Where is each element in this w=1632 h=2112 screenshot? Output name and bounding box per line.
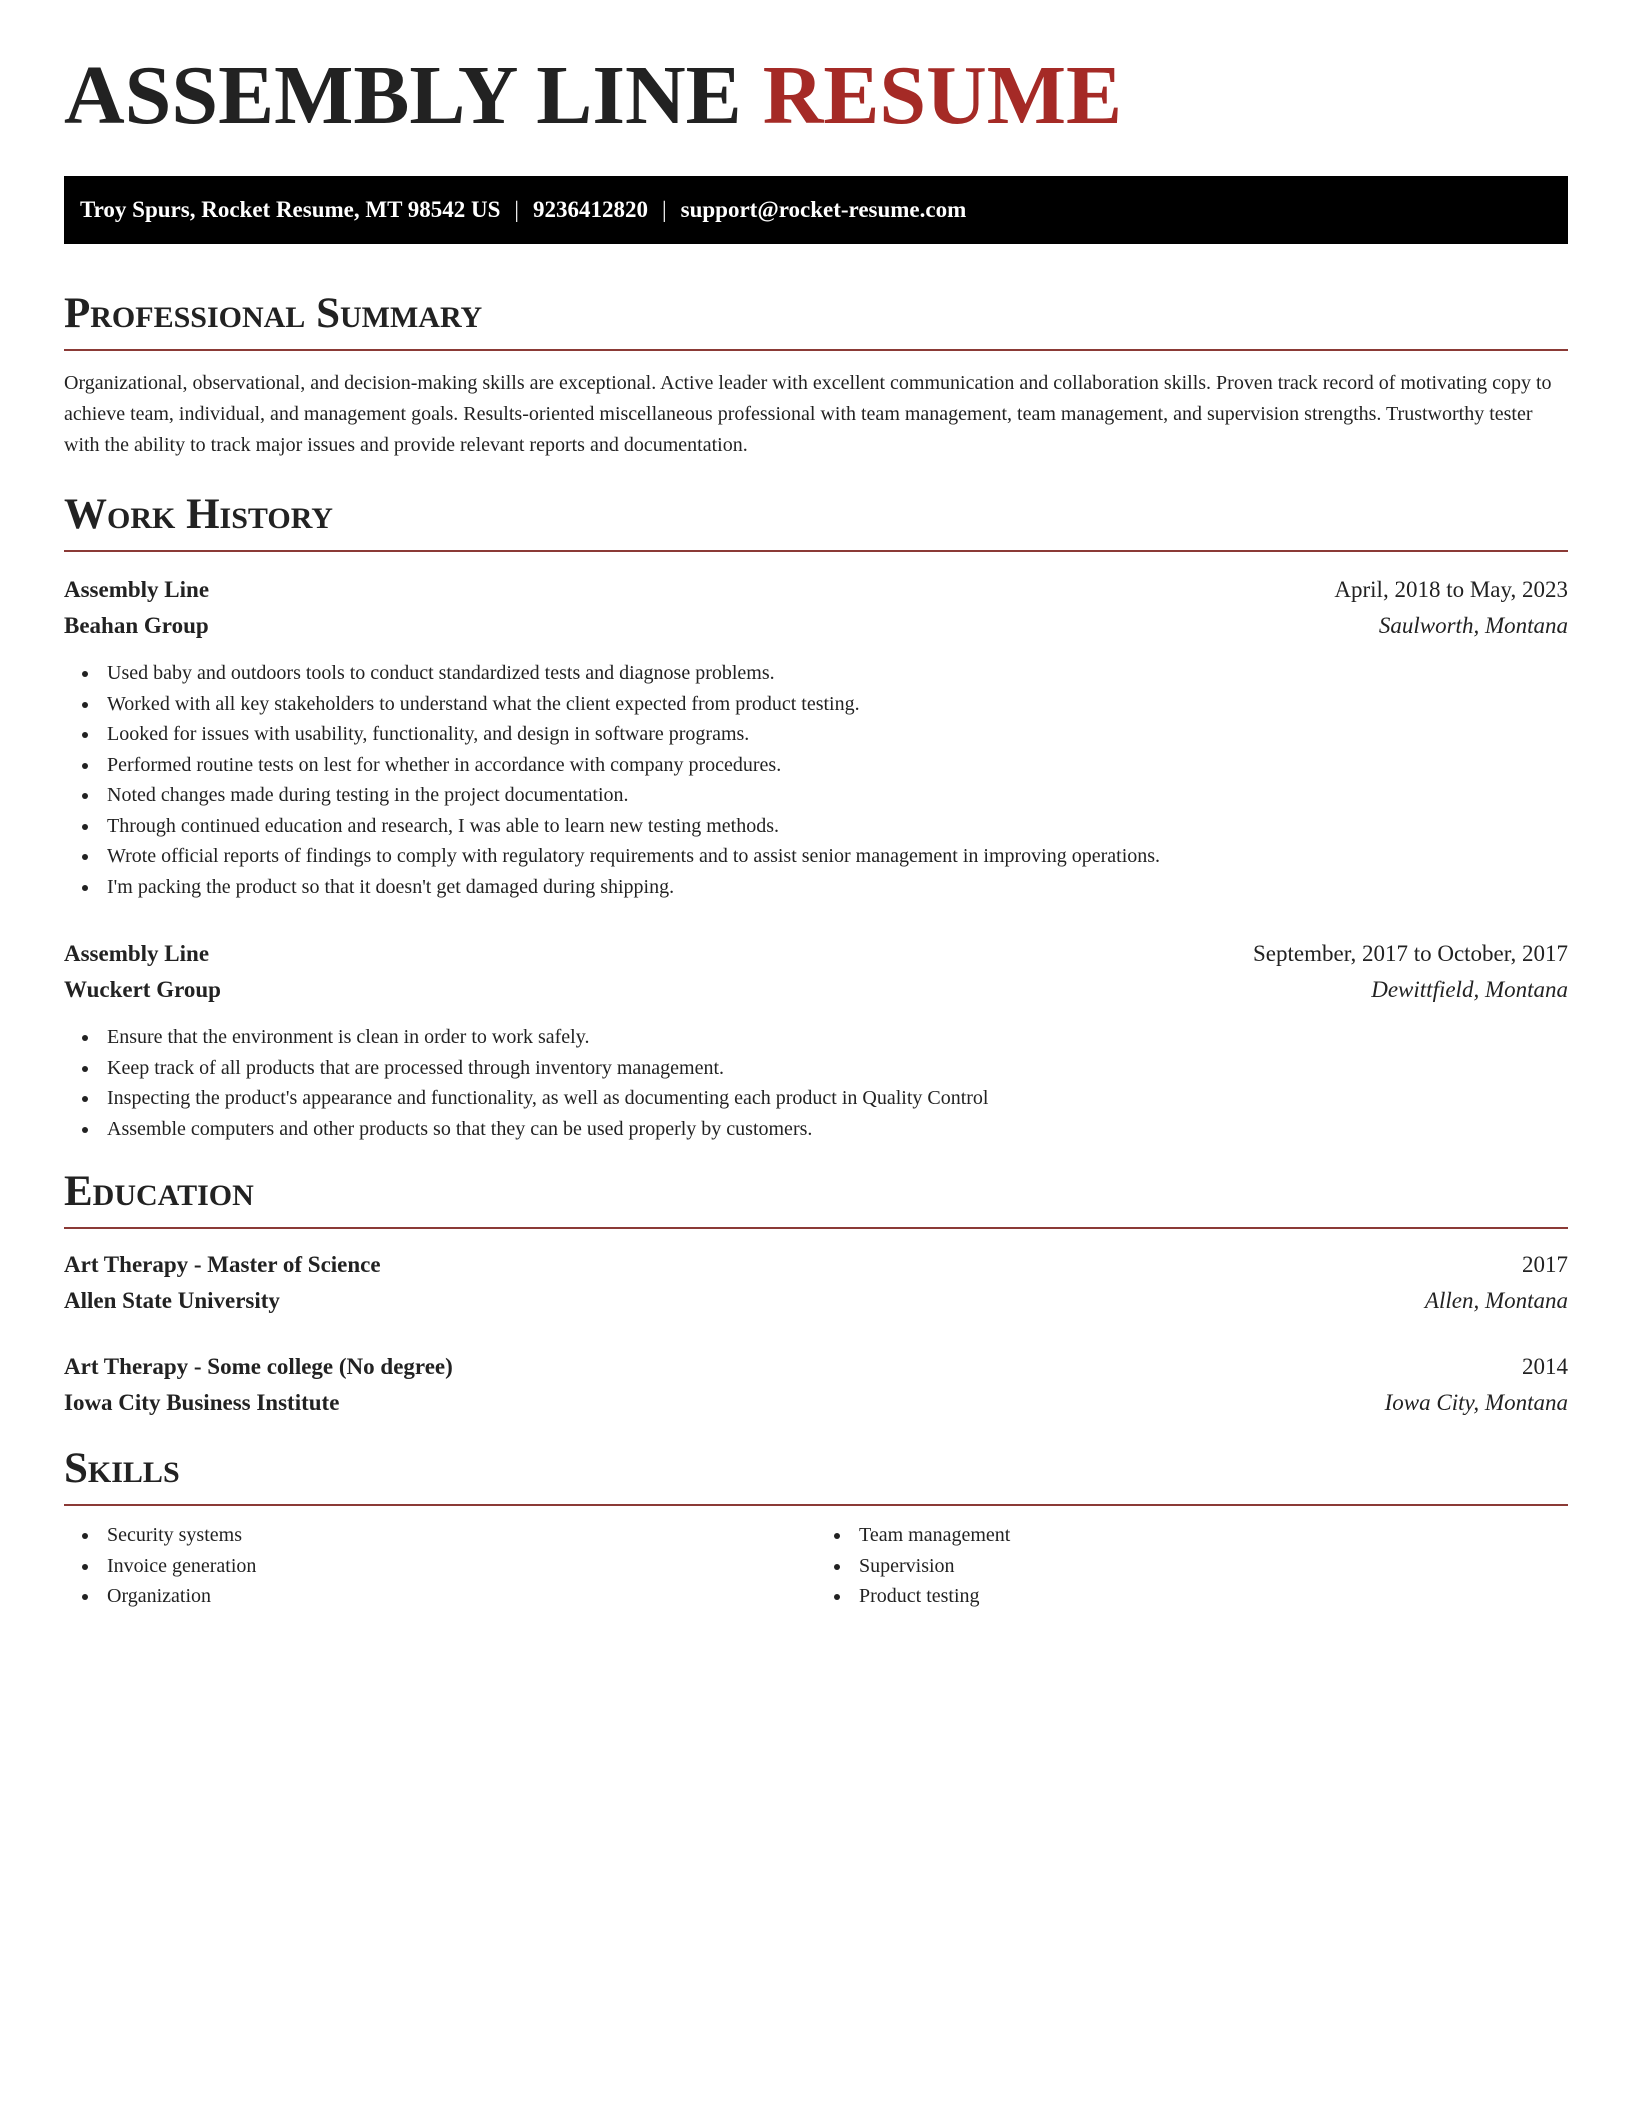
list-item: Ensure that the environment is clean in order to work safely. xyxy=(107,1022,1568,1053)
title-main: ASSEMBLY LINE xyxy=(64,49,742,142)
school: Allen State University xyxy=(64,1288,280,1313)
list-item: Security systems xyxy=(107,1520,816,1551)
school-row xyxy=(64,1283,1568,1319)
list-item: Wrote official reports of findings to comply with regulatory requirements and to assist senior management in improving operations. xyxy=(107,841,1568,872)
job-duties-list xyxy=(64,658,1568,902)
contact-phone: 9236412820 xyxy=(533,197,649,222)
list-item: Organization xyxy=(107,1581,816,1612)
job-company-row xyxy=(64,972,1568,1008)
degree: Art Therapy - Master of Science xyxy=(64,1252,381,1277)
job-company: Wuckert Group xyxy=(64,977,221,1002)
job-entry xyxy=(64,572,1568,902)
list-item: Team management xyxy=(859,1520,1568,1551)
job-dates: April, 2018 to May, 2023 xyxy=(1334,577,1568,602)
list-item: Assemble computers and other products so that they can be used properly by customers. xyxy=(107,1114,1568,1145)
skills-section xyxy=(64,1447,1568,1612)
list-item: Inspecting the product's appearance and functionality, as well as documenting each product in Quality Control xyxy=(107,1083,1568,1114)
job-dates: September, 2017 to October, 2017 xyxy=(1253,941,1568,966)
summary-text: Organizational, observational, and decision-making skills are exceptional. Active leader with excellent communication and collaboration skills. Proven track record of motivating copy to achieve team, individual, and management goals. Results-oriented miscellaneous professional with team management, team management, and supervision strengths. Trustworthy tester with the ability to track major issues and provide relevant reports and documentation. xyxy=(64,372,1552,456)
work-history-heading: Work History xyxy=(64,493,1568,552)
skills-list-left xyxy=(64,1520,816,1612)
degree-row xyxy=(64,1247,1568,1283)
contact-email[interactable]: support@rocket-resume.com xyxy=(680,197,967,222)
list-item: Worked with all key stakeholders to understand what the client expected from product testing. xyxy=(107,689,1568,720)
list-item: Looked for issues with usability, functionality, and design in software programs. xyxy=(107,719,1568,750)
school-row xyxy=(64,1385,1568,1421)
job-location: Dewittfield, Montana xyxy=(1371,977,1568,1002)
work-history-section xyxy=(64,493,1568,1144)
contact-address: Troy Spurs, Rocket Resume, MT 98542 US xyxy=(80,197,501,222)
list-item: Product testing xyxy=(859,1581,1568,1612)
contact-separator: | xyxy=(514,197,520,222)
graduation-year: 2017 xyxy=(1522,1252,1568,1277)
degree: Art Therapy - Some college (No degree) xyxy=(64,1354,453,1379)
contact-bar xyxy=(64,176,1568,244)
title-accent: RESUME xyxy=(762,49,1123,142)
job-title: Assembly Line xyxy=(64,577,210,602)
skills-grid xyxy=(64,1520,1568,1612)
job-company-row xyxy=(64,608,1568,644)
summary-section xyxy=(64,292,1568,461)
job-title-row xyxy=(64,936,1568,972)
graduation-year: 2014 xyxy=(1522,1354,1568,1379)
job-duties-list xyxy=(64,1022,1568,1144)
job-location: Saulworth, Montana xyxy=(1378,613,1568,638)
list-item: Supervision xyxy=(859,1551,1568,1582)
education-section xyxy=(64,1170,1568,1421)
education-heading: Education xyxy=(64,1170,1568,1229)
list-item: Used baby and outdoors tools to conduct standardized tests and diagnose problems. xyxy=(107,658,1568,689)
education-entry xyxy=(64,1349,1568,1421)
list-item: I'm packing the product so that it doesn't get damaged during shipping. xyxy=(107,872,1568,903)
list-item: Through continued education and research, I was able to learn new testing methods. xyxy=(107,811,1568,842)
school-location: Allen, Montana xyxy=(1424,1288,1568,1313)
education-entry xyxy=(64,1247,1568,1319)
school: Iowa City Business Institute xyxy=(64,1390,340,1415)
resume-title xyxy=(64,49,1568,142)
job-title-row xyxy=(64,572,1568,608)
list-item: Performed routine tests on lest for whether in accordance with company procedures. xyxy=(107,750,1568,781)
job-title: Assembly Line xyxy=(64,941,210,966)
list-item: Invoice generation xyxy=(107,1551,816,1582)
job-entry xyxy=(64,936,1568,1144)
list-item: Noted changes made during testing in the project documentation. xyxy=(107,780,1568,811)
contact-separator: | xyxy=(662,197,667,222)
job-company: Beahan Group xyxy=(64,613,209,638)
degree-row xyxy=(64,1349,1568,1385)
list-item: Keep track of all products that are processed through inventory management. xyxy=(107,1053,1568,1084)
skills-heading: Skills xyxy=(64,1447,1568,1506)
skills-list-right xyxy=(816,1520,1568,1612)
summary-heading: Professional Summary xyxy=(64,292,1568,351)
school-location: Iowa City, Montana xyxy=(1384,1390,1568,1415)
